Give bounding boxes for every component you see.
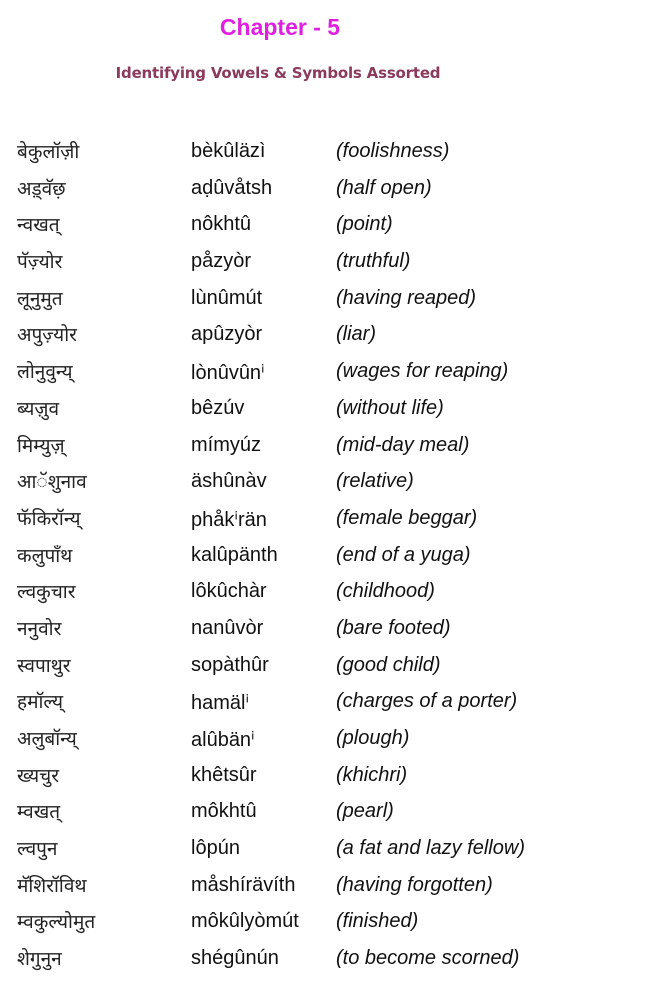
word-meaning: (charges of a porter) <box>336 690 518 713</box>
kashmiri-devanagari-word: शेगुनुन <box>17 948 62 971</box>
kashmiri-devanagari-word: अपुज़्योर <box>17 324 77 347</box>
word-meaning: (to become scorned) <box>336 947 520 970</box>
kashmiri-devanagari-word: बेकुलॉज़ी <box>17 141 80 163</box>
kashmiri-devanagari-word: ल्वकुचार <box>17 581 76 604</box>
section-subtitle: Identifying Vowels & Symbols Assorted <box>115 64 441 82</box>
word-row <box>0 171 646 208</box>
kashmiri-devanagari-word: मिम्युज़् <box>17 434 65 457</box>
romanized-word: nôkhtû <box>191 213 252 236</box>
kashmiri-devanagari-word: हमॉल्य् <box>17 691 64 714</box>
word-meaning: (good child) <box>336 653 441 676</box>
word-meaning: (truthful) <box>336 250 411 273</box>
romanized-word: shégûnún <box>191 947 279 970</box>
word-meaning: (liar) <box>336 323 376 346</box>
word-meaning: (mid-day meal) <box>336 433 470 456</box>
romanized-word: lôpún <box>191 837 240 860</box>
word-row <box>0 538 646 575</box>
kashmiri-devanagari-word: पॅज़्योर <box>17 251 63 274</box>
word-meaning: (having forgotten) <box>336 873 493 896</box>
romanized-word: lònûvûnⁱ <box>191 362 265 385</box>
word-row <box>0 244 646 281</box>
word-row <box>0 941 646 978</box>
romanized-word: aḍûvåtsh <box>191 176 273 199</box>
word-row <box>0 721 646 758</box>
kashmiri-devanagari-word: अड़्वॅछ़ <box>17 177 66 200</box>
word-row <box>0 574 646 611</box>
word-row <box>0 758 646 795</box>
romanized-word: äshûnàv <box>191 470 267 493</box>
word-row <box>0 317 646 354</box>
romanized-word: måshírävíth <box>191 873 296 896</box>
word-meaning: (point) <box>336 213 393 236</box>
word-row <box>0 611 646 648</box>
word-row <box>0 794 646 831</box>
word-row <box>0 428 646 465</box>
romanized-word: sopàthûr <box>191 653 269 676</box>
kashmiri-devanagari-word: ब्यज़ुव <box>17 397 60 420</box>
word-row <box>0 904 646 941</box>
romanized-word: nanûvòr <box>191 616 264 639</box>
word-row <box>0 134 646 171</box>
kashmiri-devanagari-word: अलुबॉन्य् <box>17 728 77 750</box>
kashmiri-devanagari-word: न्वखत् <box>17 214 60 237</box>
romanized-word: påzyòr <box>191 250 252 273</box>
word-row <box>0 281 646 318</box>
word-meaning: (end of a yuga) <box>336 543 471 566</box>
word-row <box>0 648 646 685</box>
word-row <box>0 684 646 721</box>
romanized-word: hamälⁱ <box>191 692 250 715</box>
word-meaning: (relative) <box>336 470 414 493</box>
word-meaning: (childhood) <box>336 580 435 603</box>
romanized-word: phåkⁱrän <box>191 508 267 531</box>
kashmiri-devanagari-word: ननुवोर <box>17 617 62 640</box>
word-meaning: (khichri) <box>336 763 408 786</box>
word-meaning: (half open) <box>336 176 432 199</box>
word-meaning: (plough) <box>336 727 410 749</box>
romanized-word: lùnûmút <box>191 286 263 309</box>
word-meaning: (pearl) <box>336 800 394 823</box>
word-row <box>0 354 646 391</box>
word-row <box>0 831 646 868</box>
romanized-word: bèkûläzì <box>191 140 266 162</box>
kashmiri-devanagari-word: लूनुमुत <box>17 287 63 310</box>
kashmiri-devanagari-word: आॅशुनाव <box>17 471 87 494</box>
word-row <box>0 464 646 501</box>
kashmiri-devanagari-word: ल्वपुन <box>17 838 58 861</box>
romanized-word: kalûpänth <box>191 543 278 566</box>
word-meaning: (bare footed) <box>336 616 451 639</box>
word-list <box>0 134 646 978</box>
romanized-word: lôkûchàr <box>191 580 267 603</box>
word-meaning: (foolishness) <box>336 140 450 162</box>
romanized-word: khêtsûr <box>191 763 257 786</box>
kashmiri-devanagari-word: म्वकुल्योमुत <box>17 911 96 934</box>
kashmiri-devanagari-word: लोनुवुन्य् <box>17 361 73 384</box>
kashmiri-devanagari-word: म्वखत् <box>17 801 61 824</box>
word-row <box>0 868 646 905</box>
word-row <box>0 207 646 244</box>
kashmiri-devanagari-word: ख्यचुर <box>17 764 59 787</box>
word-meaning: (finished) <box>336 910 419 933</box>
romanized-word: alûbänⁱ <box>191 729 255 751</box>
chapter-title: Chapter - 5 <box>219 14 341 40</box>
word-meaning: (without life) <box>336 396 444 419</box>
romanized-word: apûzyòr <box>191 323 263 346</box>
kashmiri-devanagari-word: कलुपाँथ <box>17 544 73 567</box>
word-meaning: (having reaped) <box>336 286 477 309</box>
word-row <box>0 501 646 538</box>
kashmiri-devanagari-word: मॅशिरॉविथ <box>17 874 87 897</box>
kashmiri-devanagari-word: फॅकिरॉन्य् <box>17 507 81 530</box>
kashmiri-devanagari-word: स्वपाथुर <box>17 654 71 677</box>
romanized-word: môkûlyòmút <box>191 910 299 933</box>
romanized-word: bêzúv <box>191 396 245 419</box>
romanized-word: môkhtû <box>191 800 257 823</box>
word-row <box>0 391 646 428</box>
word-meaning: (a fat and lazy fellow) <box>336 837 525 860</box>
romanized-word: mímyúz <box>191 433 261 456</box>
word-meaning: (wages for reaping) <box>336 360 509 383</box>
word-meaning: (female beggar) <box>336 506 478 529</box>
